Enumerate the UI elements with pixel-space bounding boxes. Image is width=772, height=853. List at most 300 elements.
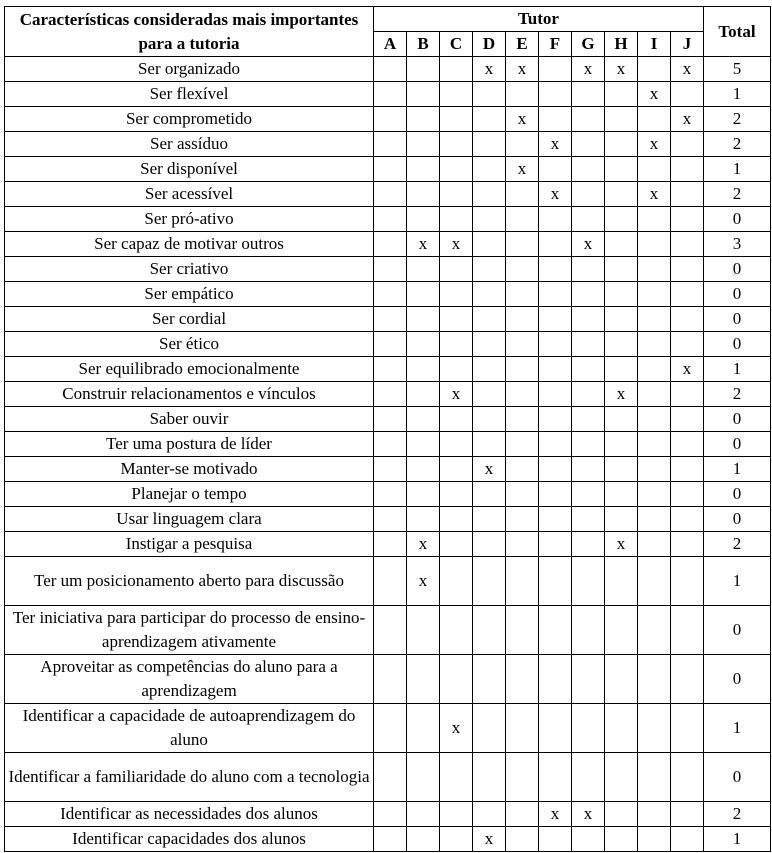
mark-cell-h bbox=[605, 507, 638, 532]
mark-cell-h bbox=[605, 704, 638, 753]
total-cell: 2 bbox=[704, 132, 771, 157]
mark-cell-h bbox=[605, 482, 638, 507]
mark-cell-j bbox=[671, 307, 704, 332]
mark-cell-d bbox=[473, 157, 506, 182]
mark-cell-g bbox=[572, 606, 605, 655]
mark-cell-g bbox=[572, 207, 605, 232]
mark-cell-g bbox=[572, 332, 605, 357]
feature-cell: Ser assíduo bbox=[5, 132, 374, 157]
feature-cell: Identificar capacidades dos alunos bbox=[5, 827, 374, 852]
total-cell: 1 bbox=[704, 357, 771, 382]
mark-cell-a bbox=[374, 57, 407, 82]
mark-cell-d bbox=[473, 257, 506, 282]
mark-cell-i bbox=[638, 457, 671, 482]
mark-cell-h bbox=[605, 157, 638, 182]
mark-cell-h bbox=[605, 557, 638, 606]
mark-cell-h bbox=[605, 207, 638, 232]
total-column-header: Total bbox=[704, 7, 771, 57]
mark-cell-e bbox=[506, 432, 539, 457]
mark-cell-f: x bbox=[539, 132, 572, 157]
mark-cell-a bbox=[374, 157, 407, 182]
mark-cell-d bbox=[473, 655, 506, 704]
mark-cell-h bbox=[605, 606, 638, 655]
mark-cell-g bbox=[572, 827, 605, 852]
mark-cell-f bbox=[539, 532, 572, 557]
mark-cell-g bbox=[572, 457, 605, 482]
mark-cell-i bbox=[638, 107, 671, 132]
mark-cell-a bbox=[374, 232, 407, 257]
table-row bbox=[5, 482, 771, 507]
mark-cell-j bbox=[671, 482, 704, 507]
mark-cell-b bbox=[407, 332, 440, 357]
mark-cell-c bbox=[440, 132, 473, 157]
feature-cell: Ser empático bbox=[5, 282, 374, 307]
feature-column-header: Características consideradas mais importantes para a tutoria bbox=[5, 7, 374, 57]
mark-cell-c bbox=[440, 82, 473, 107]
mark-cell-a bbox=[374, 655, 407, 704]
mark-cell-d bbox=[473, 532, 506, 557]
mark-cell-a bbox=[374, 557, 407, 606]
feature-cell: Ser ético bbox=[5, 332, 374, 357]
mark-cell-j: x bbox=[671, 107, 704, 132]
mark-cell-i bbox=[638, 332, 671, 357]
total-cell: 0 bbox=[704, 332, 771, 357]
mark-cell-b bbox=[407, 207, 440, 232]
mark-cell-a bbox=[374, 704, 407, 753]
mark-cell-e bbox=[506, 507, 539, 532]
mark-cell-j bbox=[671, 827, 704, 852]
mark-cell-i bbox=[638, 382, 671, 407]
mark-cell-c bbox=[440, 357, 473, 382]
feature-cell: Construir relacionamentos e vínculos bbox=[5, 382, 374, 407]
mark-cell-g bbox=[572, 107, 605, 132]
total-cell: 0 bbox=[704, 207, 771, 232]
mark-cell-c bbox=[440, 532, 473, 557]
mark-cell-g bbox=[572, 407, 605, 432]
mark-cell-f bbox=[539, 655, 572, 704]
mark-cell-c bbox=[440, 457, 473, 482]
mark-cell-h bbox=[605, 457, 638, 482]
mark-cell-h bbox=[605, 655, 638, 704]
mark-cell-i bbox=[638, 482, 671, 507]
feature-cell: Ser capaz de motivar outros bbox=[5, 232, 374, 257]
mark-cell-i bbox=[638, 802, 671, 827]
table-row bbox=[5, 507, 771, 532]
tutor-header-e: E bbox=[506, 32, 539, 57]
mark-cell-j bbox=[671, 257, 704, 282]
table-row bbox=[5, 282, 771, 307]
mark-cell-e bbox=[506, 132, 539, 157]
total-cell: 2 bbox=[704, 802, 771, 827]
mark-cell-a bbox=[374, 332, 407, 357]
mark-cell-j bbox=[671, 382, 704, 407]
table-row bbox=[5, 207, 771, 232]
tutor-header-g: G bbox=[572, 32, 605, 57]
mark-cell-g bbox=[572, 307, 605, 332]
mark-cell-h bbox=[605, 132, 638, 157]
mark-cell-b bbox=[407, 457, 440, 482]
total-cell: 2 bbox=[704, 107, 771, 132]
mark-cell-i bbox=[638, 307, 671, 332]
mark-cell-g bbox=[572, 557, 605, 606]
mark-cell-f bbox=[539, 407, 572, 432]
tutor-header-d: D bbox=[473, 32, 506, 57]
mark-cell-j bbox=[671, 182, 704, 207]
mark-cell-d bbox=[473, 432, 506, 457]
mark-cell-i bbox=[638, 57, 671, 82]
table-row bbox=[5, 704, 771, 753]
mark-cell-a bbox=[374, 107, 407, 132]
mark-cell-d bbox=[473, 382, 506, 407]
mark-cell-e bbox=[506, 827, 539, 852]
table-row bbox=[5, 332, 771, 357]
mark-cell-b bbox=[407, 382, 440, 407]
mark-cell-e bbox=[506, 382, 539, 407]
table-row bbox=[5, 132, 771, 157]
mark-cell-i bbox=[638, 432, 671, 457]
table-row bbox=[5, 432, 771, 457]
mark-cell-i bbox=[638, 557, 671, 606]
mark-cell-h: x bbox=[605, 57, 638, 82]
total-cell: 0 bbox=[704, 282, 771, 307]
total-cell: 1 bbox=[704, 704, 771, 753]
mark-cell-d bbox=[473, 407, 506, 432]
mark-cell-b: x bbox=[407, 557, 440, 606]
total-cell: 1 bbox=[704, 82, 771, 107]
mark-cell-b bbox=[407, 157, 440, 182]
mark-cell-a bbox=[374, 82, 407, 107]
total-cell: 1 bbox=[704, 827, 771, 852]
mark-cell-j bbox=[671, 432, 704, 457]
mark-cell-j bbox=[671, 157, 704, 182]
table-row bbox=[5, 257, 771, 282]
mark-cell-f bbox=[539, 207, 572, 232]
table-row bbox=[5, 307, 771, 332]
mark-cell-e bbox=[506, 207, 539, 232]
mark-cell-h bbox=[605, 332, 638, 357]
mark-cell-a bbox=[374, 282, 407, 307]
mark-cell-b bbox=[407, 257, 440, 282]
mark-cell-i bbox=[638, 753, 671, 802]
tutor-header-c: C bbox=[440, 32, 473, 57]
mark-cell-g bbox=[572, 482, 605, 507]
mark-cell-f bbox=[539, 382, 572, 407]
table-row bbox=[5, 457, 771, 482]
mark-cell-e bbox=[506, 606, 539, 655]
feature-cell: Ser acessível bbox=[5, 182, 374, 207]
feature-cell: Identificar a familiaridade do aluno com a tecnologia bbox=[5, 753, 374, 802]
mark-cell-f bbox=[539, 257, 572, 282]
mark-cell-h bbox=[605, 82, 638, 107]
mark-cell-h: x bbox=[605, 532, 638, 557]
mark-cell-d bbox=[473, 207, 506, 232]
mark-cell-e bbox=[506, 704, 539, 753]
mark-cell-g: x bbox=[572, 57, 605, 82]
mark-cell-e bbox=[506, 307, 539, 332]
tutor-header-a: A bbox=[374, 32, 407, 57]
total-cell: 0 bbox=[704, 432, 771, 457]
mark-cell-b bbox=[407, 704, 440, 753]
mark-cell-e bbox=[506, 82, 539, 107]
mark-cell-c bbox=[440, 655, 473, 704]
mark-cell-a bbox=[374, 182, 407, 207]
mark-cell-d bbox=[473, 332, 506, 357]
feature-cell: Ser flexível bbox=[5, 82, 374, 107]
feature-cell: Ter uma postura de líder bbox=[5, 432, 374, 457]
mark-cell-e: x bbox=[506, 107, 539, 132]
mark-cell-i bbox=[638, 282, 671, 307]
mark-cell-j bbox=[671, 704, 704, 753]
mark-cell-i: x bbox=[638, 182, 671, 207]
mark-cell-i bbox=[638, 606, 671, 655]
mark-cell-f bbox=[539, 606, 572, 655]
mark-cell-g bbox=[572, 382, 605, 407]
tutor-header-j: J bbox=[671, 32, 704, 57]
feature-cell: Identificar as necessidades dos alunos bbox=[5, 802, 374, 827]
mark-cell-c bbox=[440, 182, 473, 207]
mark-cell-b: x bbox=[407, 532, 440, 557]
mark-cell-a bbox=[374, 382, 407, 407]
feature-cell: Ser comprometido bbox=[5, 107, 374, 132]
characteristics-table bbox=[4, 6, 771, 852]
table-row bbox=[5, 655, 771, 704]
mark-cell-f bbox=[539, 507, 572, 532]
mark-cell-a bbox=[374, 753, 407, 802]
mark-cell-c bbox=[440, 157, 473, 182]
table-row bbox=[5, 107, 771, 132]
mark-cell-d bbox=[473, 557, 506, 606]
mark-cell-c bbox=[440, 753, 473, 802]
table-row bbox=[5, 532, 771, 557]
mark-cell-j bbox=[671, 655, 704, 704]
mark-cell-d bbox=[473, 107, 506, 132]
mark-cell-g bbox=[572, 357, 605, 382]
table-body bbox=[5, 57, 771, 852]
mark-cell-j bbox=[671, 207, 704, 232]
tutor-header-i: I bbox=[638, 32, 671, 57]
mark-cell-g bbox=[572, 132, 605, 157]
mark-cell-b bbox=[407, 57, 440, 82]
total-cell: 0 bbox=[704, 507, 771, 532]
mark-cell-f bbox=[539, 482, 572, 507]
mark-cell-b bbox=[407, 82, 440, 107]
mark-cell-f bbox=[539, 753, 572, 802]
mark-cell-c bbox=[440, 482, 473, 507]
table-row bbox=[5, 182, 771, 207]
feature-cell: Ter iniciativa para participar do processo de ensino-aprendizagem ativamente bbox=[5, 606, 374, 655]
tutor-header-h: H bbox=[605, 32, 638, 57]
mark-cell-h bbox=[605, 182, 638, 207]
tutor-header-f: F bbox=[539, 32, 572, 57]
mark-cell-d bbox=[473, 482, 506, 507]
table-row bbox=[5, 407, 771, 432]
mark-cell-a bbox=[374, 457, 407, 482]
mark-cell-g bbox=[572, 182, 605, 207]
mark-cell-c bbox=[440, 606, 473, 655]
total-cell: 0 bbox=[704, 606, 771, 655]
mark-cell-i bbox=[638, 827, 671, 852]
mark-cell-e bbox=[506, 332, 539, 357]
feature-cell: Manter-se motivado bbox=[5, 457, 374, 482]
mark-cell-g: x bbox=[572, 232, 605, 257]
mark-cell-b bbox=[407, 606, 440, 655]
mark-cell-a bbox=[374, 357, 407, 382]
total-cell: 1 bbox=[704, 457, 771, 482]
mark-cell-b bbox=[407, 107, 440, 132]
mark-cell-a bbox=[374, 307, 407, 332]
mark-cell-h: x bbox=[605, 382, 638, 407]
table-row bbox=[5, 557, 771, 606]
mark-cell-f bbox=[539, 704, 572, 753]
total-cell: 0 bbox=[704, 257, 771, 282]
mark-cell-b bbox=[407, 753, 440, 802]
mark-cell-c bbox=[440, 57, 473, 82]
mark-cell-j bbox=[671, 282, 704, 307]
mark-cell-j: x bbox=[671, 357, 704, 382]
mark-cell-c bbox=[440, 802, 473, 827]
table-row bbox=[5, 382, 771, 407]
mark-cell-f bbox=[539, 57, 572, 82]
mark-cell-f bbox=[539, 827, 572, 852]
mark-cell-j bbox=[671, 802, 704, 827]
mark-cell-i: x bbox=[638, 132, 671, 157]
mark-cell-f bbox=[539, 157, 572, 182]
mark-cell-d bbox=[473, 507, 506, 532]
mark-cell-c bbox=[440, 257, 473, 282]
total-cell: 5 bbox=[704, 57, 771, 82]
mark-cell-g bbox=[572, 532, 605, 557]
mark-cell-f bbox=[539, 432, 572, 457]
total-cell: 0 bbox=[704, 655, 771, 704]
mark-cell-f bbox=[539, 332, 572, 357]
mark-cell-c bbox=[440, 332, 473, 357]
feature-cell: Ser equilibrado emocionalmente bbox=[5, 357, 374, 382]
total-cell: 0 bbox=[704, 307, 771, 332]
mark-cell-j bbox=[671, 753, 704, 802]
mark-cell-g bbox=[572, 704, 605, 753]
mark-cell-i bbox=[638, 232, 671, 257]
mark-cell-i bbox=[638, 704, 671, 753]
mark-cell-d bbox=[473, 307, 506, 332]
mark-cell-e bbox=[506, 655, 539, 704]
mark-cell-e bbox=[506, 357, 539, 382]
mark-cell-g bbox=[572, 157, 605, 182]
mark-cell-c bbox=[440, 107, 473, 132]
mark-cell-b bbox=[407, 507, 440, 532]
mark-cell-i bbox=[638, 507, 671, 532]
mark-cell-b bbox=[407, 432, 440, 457]
mark-cell-c bbox=[440, 507, 473, 532]
table-row bbox=[5, 157, 771, 182]
mark-cell-j bbox=[671, 606, 704, 655]
mark-cell-d bbox=[473, 704, 506, 753]
mark-cell-g bbox=[572, 82, 605, 107]
mark-cell-e: x bbox=[506, 157, 539, 182]
mark-cell-e bbox=[506, 257, 539, 282]
mark-cell-g bbox=[572, 753, 605, 802]
mark-cell-d bbox=[473, 606, 506, 655]
mark-cell-e: x bbox=[506, 57, 539, 82]
mark-cell-e bbox=[506, 532, 539, 557]
mark-cell-d bbox=[473, 753, 506, 802]
mark-cell-e bbox=[506, 407, 539, 432]
mark-cell-i bbox=[638, 207, 671, 232]
mark-cell-e bbox=[506, 802, 539, 827]
mark-cell-g bbox=[572, 507, 605, 532]
mark-cell-d bbox=[473, 82, 506, 107]
mark-cell-e bbox=[506, 482, 539, 507]
mark-cell-d bbox=[473, 232, 506, 257]
mark-cell-a bbox=[374, 532, 407, 557]
mark-cell-b bbox=[407, 802, 440, 827]
mark-cell-g bbox=[572, 282, 605, 307]
mark-cell-b bbox=[407, 407, 440, 432]
mark-cell-b: x bbox=[407, 232, 440, 257]
mark-cell-a bbox=[374, 132, 407, 157]
mark-cell-d bbox=[473, 132, 506, 157]
feature-cell: Aproveitar as competências do aluno para a aprendizagem bbox=[5, 655, 374, 704]
mark-cell-c bbox=[440, 207, 473, 232]
mark-cell-h bbox=[605, 307, 638, 332]
mark-cell-b bbox=[407, 132, 440, 157]
mark-cell-h bbox=[605, 432, 638, 457]
mark-cell-j bbox=[671, 82, 704, 107]
mark-cell-c bbox=[440, 432, 473, 457]
mark-cell-f: x bbox=[539, 802, 572, 827]
mark-cell-f bbox=[539, 107, 572, 132]
mark-cell-i: x bbox=[638, 82, 671, 107]
mark-cell-c bbox=[440, 282, 473, 307]
mark-cell-f bbox=[539, 557, 572, 606]
mark-cell-f bbox=[539, 282, 572, 307]
mark-cell-d bbox=[473, 282, 506, 307]
mark-cell-i bbox=[638, 407, 671, 432]
total-cell: 2 bbox=[704, 182, 771, 207]
mark-cell-i bbox=[638, 257, 671, 282]
tutor-header-b: B bbox=[407, 32, 440, 57]
mark-cell-c bbox=[440, 407, 473, 432]
mark-cell-a bbox=[374, 827, 407, 852]
mark-cell-h bbox=[605, 407, 638, 432]
feature-cell: Instigar a pesquisa bbox=[5, 532, 374, 557]
feature-cell: Ter um posicionamento aberto para discussão bbox=[5, 557, 374, 606]
mark-cell-a bbox=[374, 802, 407, 827]
table-row bbox=[5, 827, 771, 852]
mark-cell-i bbox=[638, 532, 671, 557]
mark-cell-j bbox=[671, 507, 704, 532]
total-cell: 0 bbox=[704, 482, 771, 507]
total-cell: 2 bbox=[704, 382, 771, 407]
mark-cell-c: x bbox=[440, 382, 473, 407]
mark-cell-a bbox=[374, 482, 407, 507]
mark-cell-b bbox=[407, 182, 440, 207]
total-cell: 1 bbox=[704, 157, 771, 182]
mark-cell-j bbox=[671, 457, 704, 482]
mark-cell-a bbox=[374, 606, 407, 655]
mark-cell-e bbox=[506, 557, 539, 606]
total-cell: 0 bbox=[704, 753, 771, 802]
mark-cell-b bbox=[407, 307, 440, 332]
mark-cell-h bbox=[605, 257, 638, 282]
feature-cell: Ser criativo bbox=[5, 257, 374, 282]
mark-cell-g bbox=[572, 432, 605, 457]
feature-cell: Identificar a capacidade de autoaprendizagem do aluno bbox=[5, 704, 374, 753]
mark-cell-a bbox=[374, 432, 407, 457]
feature-cell: Ser cordial bbox=[5, 307, 374, 332]
mark-cell-b bbox=[407, 482, 440, 507]
mark-cell-d: x bbox=[473, 457, 506, 482]
header-row-1 bbox=[5, 7, 771, 32]
